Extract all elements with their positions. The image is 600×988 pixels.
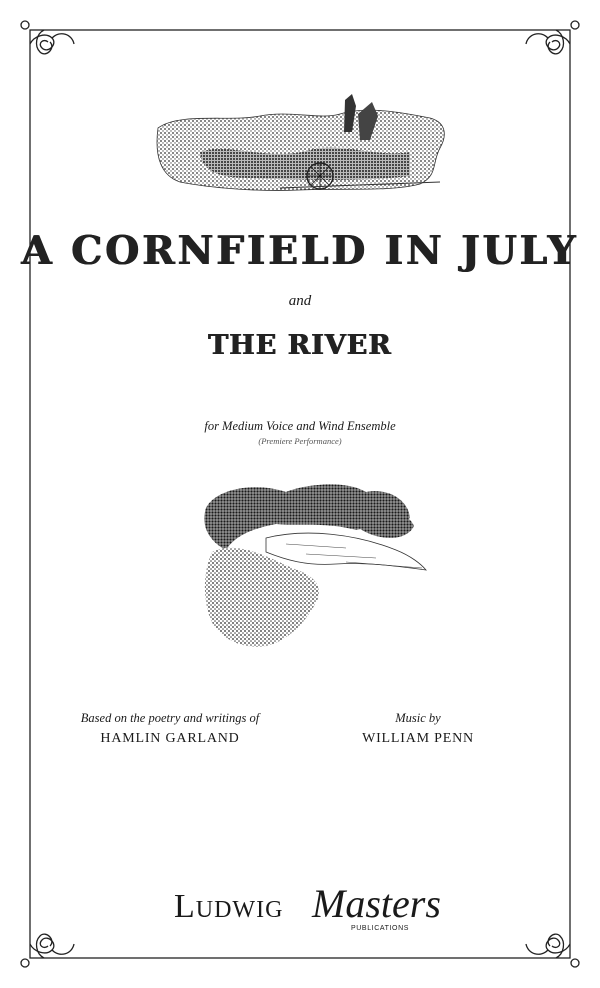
composer-name: WILLIAM PENN [362,731,474,746]
harvest-scene-illustration [140,92,460,198]
music-credit-label: Music by [395,711,441,725]
river-landscape-illustration [196,478,428,650]
title-conjunction: and [288,293,312,309]
publisher-name-masters: Masters [312,881,441,926]
publisher-tagline: PUBLICATIONS [351,925,410,932]
performance-note: (Premiere Performance) [258,436,342,446]
publisher-name-ludwig: Ludwig [174,888,284,925]
text-source-label: Based on the poetry and writings of [80,711,260,725]
main-title: A CORNFIELD IN JULY [21,228,579,274]
instrumentation-line: for Medium Voice and Wind Ensemble [204,419,396,433]
second-title: THE RIVER [208,330,392,361]
text-author-name: HAMLIN GARLAND [100,731,240,746]
